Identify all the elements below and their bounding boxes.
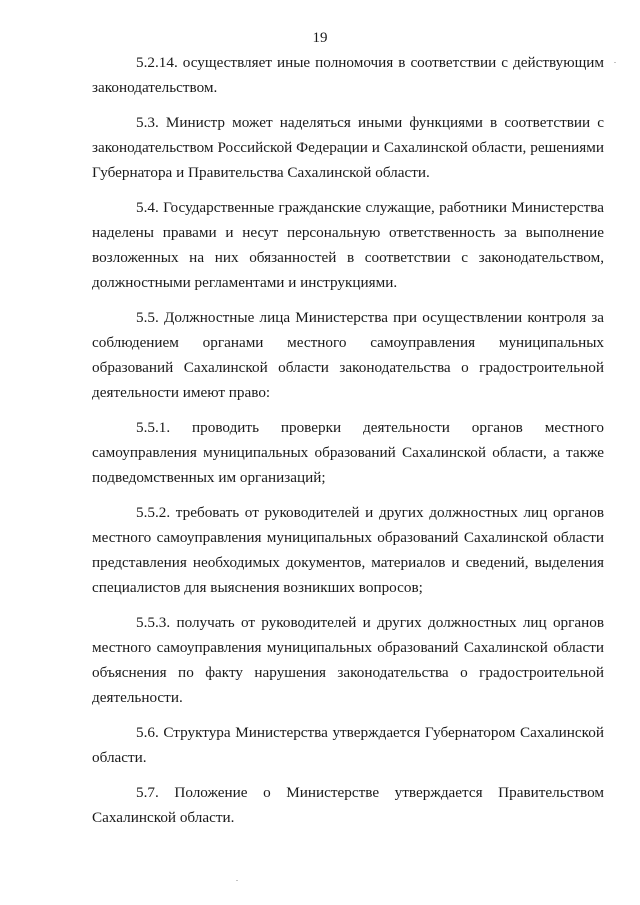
scan-speck [614,62,616,63]
paragraph-5-7: 5.7. Положение о Министерстве утверждается Правительством Сахалинской области. [92,784,604,826]
paragraph-5-4: 5.4. Государственные гражданские служащие, работники Министерства наделены правами и несут персональную ответственность за выполнение возложенных на них обязанностей в соответствии с законодательством, должностными регламентами и инструкциями. [92,199,604,291]
paragraph-5-3: 5.3. Министр может наделяться иными функциями в соответствии с законодательством Российской Федерации и Сахалинской области, решениями Губернатора и Правительства Сахалинской области. [92,114,604,181]
paragraph-5-5-2: 5.5.2. требовать от руководителей и других должностных лиц органов местного самоуправления муниципальных образований Сахалинской области представления необходимых документов, материалов и сведений, выделения специалистов для выяснения возникших вопросов; [92,504,604,596]
page-number: 19 [312,30,328,46]
paragraph-5-5-1: 5.5.1. проводить проверки деятельности органов местного самоуправления муниципальных образований Сахалинской области, а также подведомственных им организаций; [92,419,604,486]
scan-speck [236,880,238,881]
document-body [92,50,604,830]
paragraph-5-6: 5.6. Структура Министерства утверждается Губернатором Сахалинской области. [92,724,604,766]
paragraph-5-5-3: 5.5.3. получать от руководителей и других должностных лиц органов местного самоуправления муниципальных образований Сахалинской области объяснения по факту нарушения законодательства о градостроительной деятельности. [92,614,604,706]
paragraph-5-5: 5.5. Должностные лица Министерства при осуществлении контроля за соблюдением органами местного самоуправления муниципальных образований Сахалинской области законодательства о градостроительной деятельности имеют право: [92,309,604,401]
paragraph-5-2-14: 5.2.14. осуществляет иные полномочия в соответствии с действующим законодательством. [92,54,604,96]
